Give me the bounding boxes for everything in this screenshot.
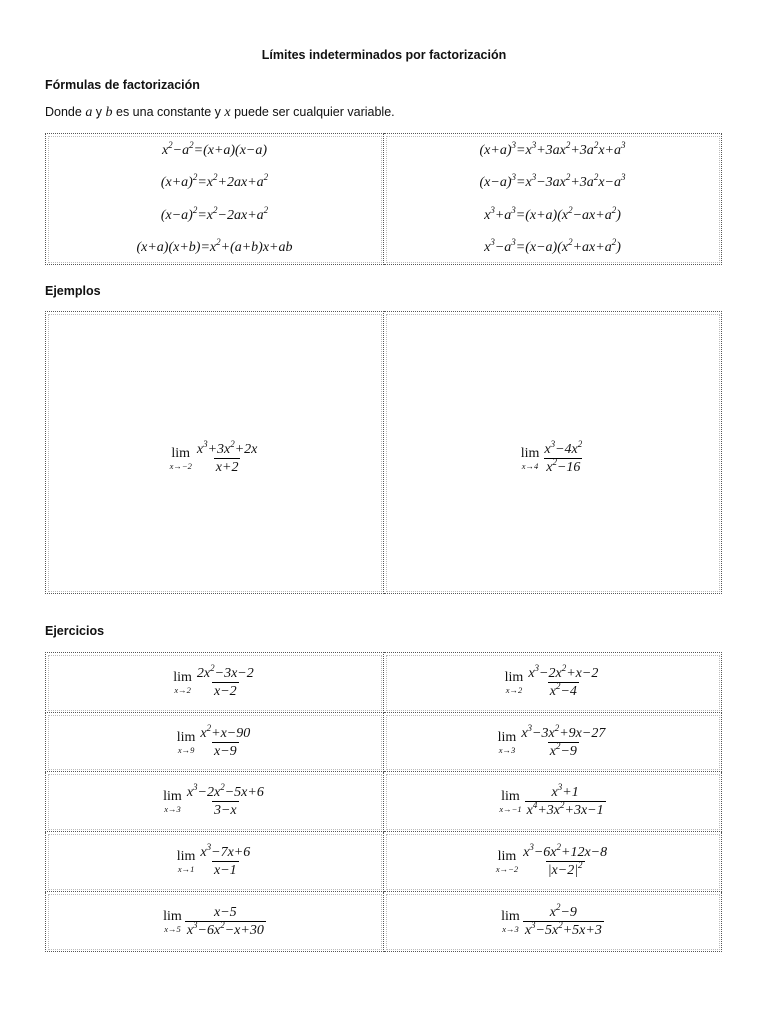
formulas-heading: Fórmulas de factorización — [45, 78, 200, 92]
exercise-cell — [384, 832, 722, 892]
numerator: $x^2+x-90$ — [200, 722, 251, 741]
denominator: $x^2-16$ — [546, 457, 581, 475]
fraction — [195, 665, 256, 700]
limit-operator: lim x→3 — [163, 789, 182, 814]
limit-expression — [505, 665, 601, 700]
denominator: $|x-2|^2$ — [547, 860, 583, 878]
numerator: $x^3-3x^2+9x-27$ — [521, 722, 606, 741]
exercises-heading: Ejercicios — [45, 624, 105, 638]
numerator: $x^3-4x^2$ — [544, 439, 583, 457]
intro-variable-a: a — [85, 105, 93, 120]
exercise-cell — [384, 772, 722, 832]
limit-operator: lim x→1 — [176, 849, 196, 874]
exercise-cell — [46, 713, 384, 772]
example-cell — [46, 312, 384, 594]
limit-expression — [163, 904, 266, 939]
limit-expression — [521, 441, 585, 476]
limit-expression — [176, 722, 253, 760]
fraction — [521, 844, 609, 879]
limit-operator: lim x→3 — [497, 729, 517, 755]
numerator: $x^3+3x^2+2x$ — [196, 439, 258, 457]
example-cell — [384, 312, 722, 594]
formula: $x^2-a^2=(x+a)(x-a)$ — [161, 139, 268, 158]
limit-operator: lim x→−2 — [169, 446, 192, 471]
denominator: x−1 — [214, 863, 237, 878]
denominator: 3−x — [213, 803, 237, 818]
exercise-cell — [46, 772, 384, 832]
intro-text-part: Donde — [45, 105, 86, 119]
fraction — [525, 784, 606, 819]
fraction — [519, 722, 607, 760]
numerator: $x^2-9$ — [549, 902, 577, 920]
exercises-table — [45, 652, 722, 952]
limit-expression — [173, 665, 256, 700]
page-title: Límites indeterminados por factorización — [261, 48, 507, 62]
intro-text-part: puede ser cualquier variable. — [230, 105, 395, 119]
fraction — [198, 844, 252, 879]
fraction — [198, 722, 252, 760]
limit-operator: lim x→−2 — [495, 849, 519, 874]
fraction — [195, 441, 260, 476]
formulas-cell-right — [384, 134, 722, 265]
denominator: $x^3-5x^2+5x+3$ — [524, 920, 602, 938]
limit-expression — [501, 904, 604, 939]
numerator: x−5 — [213, 905, 237, 920]
limit-operator: lim x→3 — [501, 909, 520, 934]
formula: $(x-a)^3=x^3-3ax^2+3a^2x-a^3$ — [479, 172, 626, 191]
fraction — [542, 441, 584, 476]
intro-text-part: es una constante y — [112, 105, 225, 119]
denominator: $x^3-6x^2-x+30$ — [186, 920, 264, 938]
numerator: $x^3-2x^2+x-2$ — [528, 663, 599, 681]
numerator: $x^3-6x^2+12x-8$ — [523, 842, 608, 860]
intro-text — [45, 105, 395, 121]
exercise-cell — [46, 892, 384, 952]
limit-operator: lim x→2 — [173, 670, 192, 695]
intro-variable-b: b — [105, 105, 113, 120]
denominator: x+2 — [215, 460, 239, 475]
limit-expression — [170, 441, 260, 476]
exercise-cell — [46, 653, 384, 713]
formulas-table — [45, 133, 722, 265]
formula: $(x+a)^2=x^2+2ax+a^2$ — [160, 172, 269, 191]
exercise-cell — [46, 832, 384, 892]
denominator: x−2 — [214, 684, 237, 699]
fraction — [185, 904, 266, 939]
limit-operator: lim x→4 — [520, 446, 540, 471]
limit-operator: lim x→2 — [504, 670, 524, 695]
limit-operator: lim x→−1 — [499, 789, 522, 814]
limit-expression — [177, 844, 253, 879]
intro-text-part: y — [92, 105, 106, 119]
formula: $(x-a)^2=x^2-2ax+a^2$ — [160, 204, 269, 223]
numerator: $x^3-7x+6$ — [200, 842, 251, 860]
denominator: $x^4+3x^2+3x-1$ — [526, 800, 604, 818]
formula: $x^3+a^3=(x+a)(x^2-ax+a^2)$ — [484, 204, 621, 223]
fraction — [185, 784, 266, 819]
denominator: x−9 — [214, 743, 237, 759]
numerator: $2x^2-3x-2$ — [196, 663, 254, 681]
intro-variable-x: x — [224, 105, 231, 120]
examples-heading: Ejemplos — [45, 284, 101, 298]
limit-expression — [496, 844, 609, 879]
numerator: $x^3+1$ — [551, 782, 579, 800]
examples-table — [45, 311, 722, 594]
exercise-cell — [384, 713, 722, 772]
limit-expression — [163, 784, 266, 819]
denominator: $x^2-4$ — [549, 681, 577, 699]
exercise-cell — [384, 892, 722, 952]
formula: $(x+a)^3=x^3+3ax^2+3a^2x+a^3$ — [479, 139, 626, 158]
formulas-cell-left — [46, 134, 384, 265]
fraction — [523, 904, 604, 939]
numerator: $x^3-2x^2-5x+6$ — [186, 782, 264, 800]
limit-expression — [499, 784, 605, 819]
fraction — [526, 665, 600, 700]
limit-operator: lim x→9 — [176, 729, 196, 755]
formula: $x^3-a^3=(x-a)(x^2+ax+a^2)$ — [484, 237, 621, 256]
denominator: $x^2-9$ — [549, 740, 577, 759]
formula: $(x+a)(x+b)=x^2+(a+b)x+ab$ — [136, 237, 293, 256]
exercise-cell — [384, 653, 722, 713]
limit-expression — [497, 722, 608, 760]
limit-operator: lim x→5 — [163, 909, 182, 934]
